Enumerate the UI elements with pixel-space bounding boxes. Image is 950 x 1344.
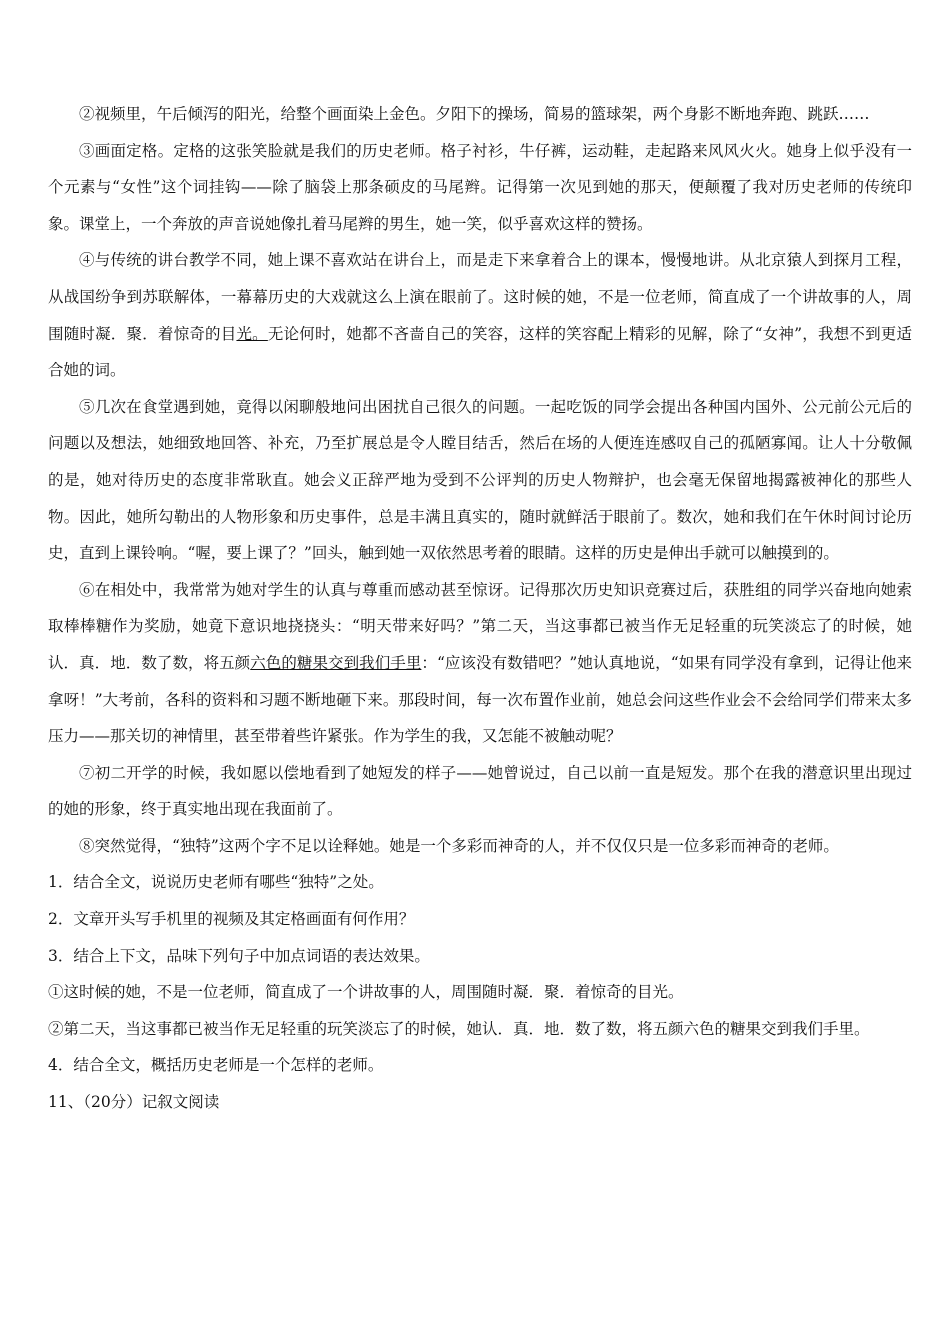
document-page — [48, 96, 912, 1121]
paragraph-6 — [48, 572, 912, 755]
question-3: 3．结合上下文，品味下列句子中加点词语的表达效果。 — [48, 946, 430, 965]
paragraph-6-underlined: 六色的糖果交到我们手里 — [250, 653, 422, 672]
question-3-item-2: ②第二天，当这事都已被当作无足轻重的玩笑淡忘了的时候，她认．真．地．数了数，将五颜六色的糖果交到我们手里。 — [48, 1019, 870, 1038]
question-2: 2．文章开头写手机里的视频及其定格画面有何作用？ — [48, 910, 415, 929]
paragraph-6-text-a: ⑥在相处中，我常常为她对学生的认真与尊重而感动甚至惊讶。记得那次历史知识竞赛过后，获胜组的同学兴奋地向她索取棒棒糖作为奖励，她竟下意识地挠挠头：“明天带来好吗？”第二天，当这事都已被当作无足轻重的玩笑淡忘了的时候，她认．真．地．数了数，将五颜 — [48, 580, 912, 672]
paragraph-6-text-b: ：“应该没有数错吧？”她认真地说，“如果有同学没有拿到，记得让他来拿呀！”大考前，各科的资料和习题不断地砸下来。那段时间，每一次布置作业前，她总会问这些作业会不会给同学们带来太多压力——那关切的神情里，甚至带着些许紧张。作为学生的我，又怎能不被触动呢？ — [48, 653, 912, 746]
next-section-heading: 11、（20分）记叙文阅读 — [48, 1093, 220, 1112]
paragraph-5: ⑤几次在食堂遇到她，竟得以闲聊般地问出困扰自己很久的问题。一起吃饭的同学会提出各种国内国外、公元前公元后的问题以及想法，她细致地回答、补充，乃至扩展总是令人瞠目结舌，然后在场的人便连连感叹自己的孤陋寡闻。让人十分敬佩的是，她对待历史的态度非常耿直。她会义正辞严地为受到不公评判的历史人物辩护，也会毫无保留地揭露被神化的那些人物。因此，她所勾勒出的人物形象和历史事件，总是丰满且真实的，随时就鲜活于眼前了。数次，她和我们在午休时间讨论历史，直到上课铃响。“喔，要上课了？”回头，触到她一双依然思考着的眼睛。这样的历史是伸出手就可以触摸到的。 — [48, 397, 912, 563]
question-4: 4．结合全文，概括历史老师是一个怎样的老师。 — [48, 1056, 384, 1075]
question-3-item-1: ①这时候的她，不是一位老师，简直成了一个讲故事的人，周围随时凝．聚．着惊奇的目光。 — [48, 983, 684, 1002]
paragraph-4-text-b: 无论何时，她都不吝啬自己的笑容，这样的笑容配上精彩的见解，除了“女神”，我想不到更适合她的词。 — [48, 324, 912, 380]
paragraph-8: ⑧突然觉得，“独特”这两个字不足以诠释她。她是一个多彩而神奇的人，并不仅仅只是一位多彩而神奇的老师。 — [79, 836, 839, 855]
paragraph-3: ③画面定格。定格的这张笑脸就是我们的历史老师。格子衬衫，牛仔裤，运动鞋，走起路来风风火火。她身上似乎没有一个元素与“女性”这个词挂钩——除了脑袋上那条硕皮的马尾辫。记得第一次见到她的那天，便颠覆了我对历史老师的传统印象。课堂上，一个奔放的声音说她像扎着马尾辫的男生，她一笑，似乎喜欢这样的赞扬。 — [48, 141, 912, 233]
paragraph-7: ⑦初二开学的时候，我如愿以偿地看到了她短发的样子——她曾说过，自己以前一直是短发。那个在我的潜意识里出现过的她的形象，终于真实地出现在我面前了。 — [48, 763, 912, 819]
paragraph-2: ②视频里，午后倾泻的阳光，给整个画面染上金色。夕阳下的操场，简易的篮球架，两个身影不断地奔跑、跳跃…… — [79, 105, 870, 123]
paragraph-4 — [48, 242, 912, 388]
question-1: 1．结合全文，说说历史老师有哪些“独特”之处。 — [48, 873, 384, 892]
paragraph-4-underlined: 光。 — [236, 324, 268, 343]
paragraph-4-text-a: ④与传统的讲台教学不同，她上课不喜欢站在讲台上，而是走下来拿着合上的课本，慢慢地讲。从北京猿人到探月工程，从战国纷争到苏联解体，一幕幕历史的大戏就这么上演在眼前了。这时候的她，不是一位老师，简直成了一个讲故事的人，周围随时凝．聚．着惊奇的目 — [48, 251, 912, 343]
